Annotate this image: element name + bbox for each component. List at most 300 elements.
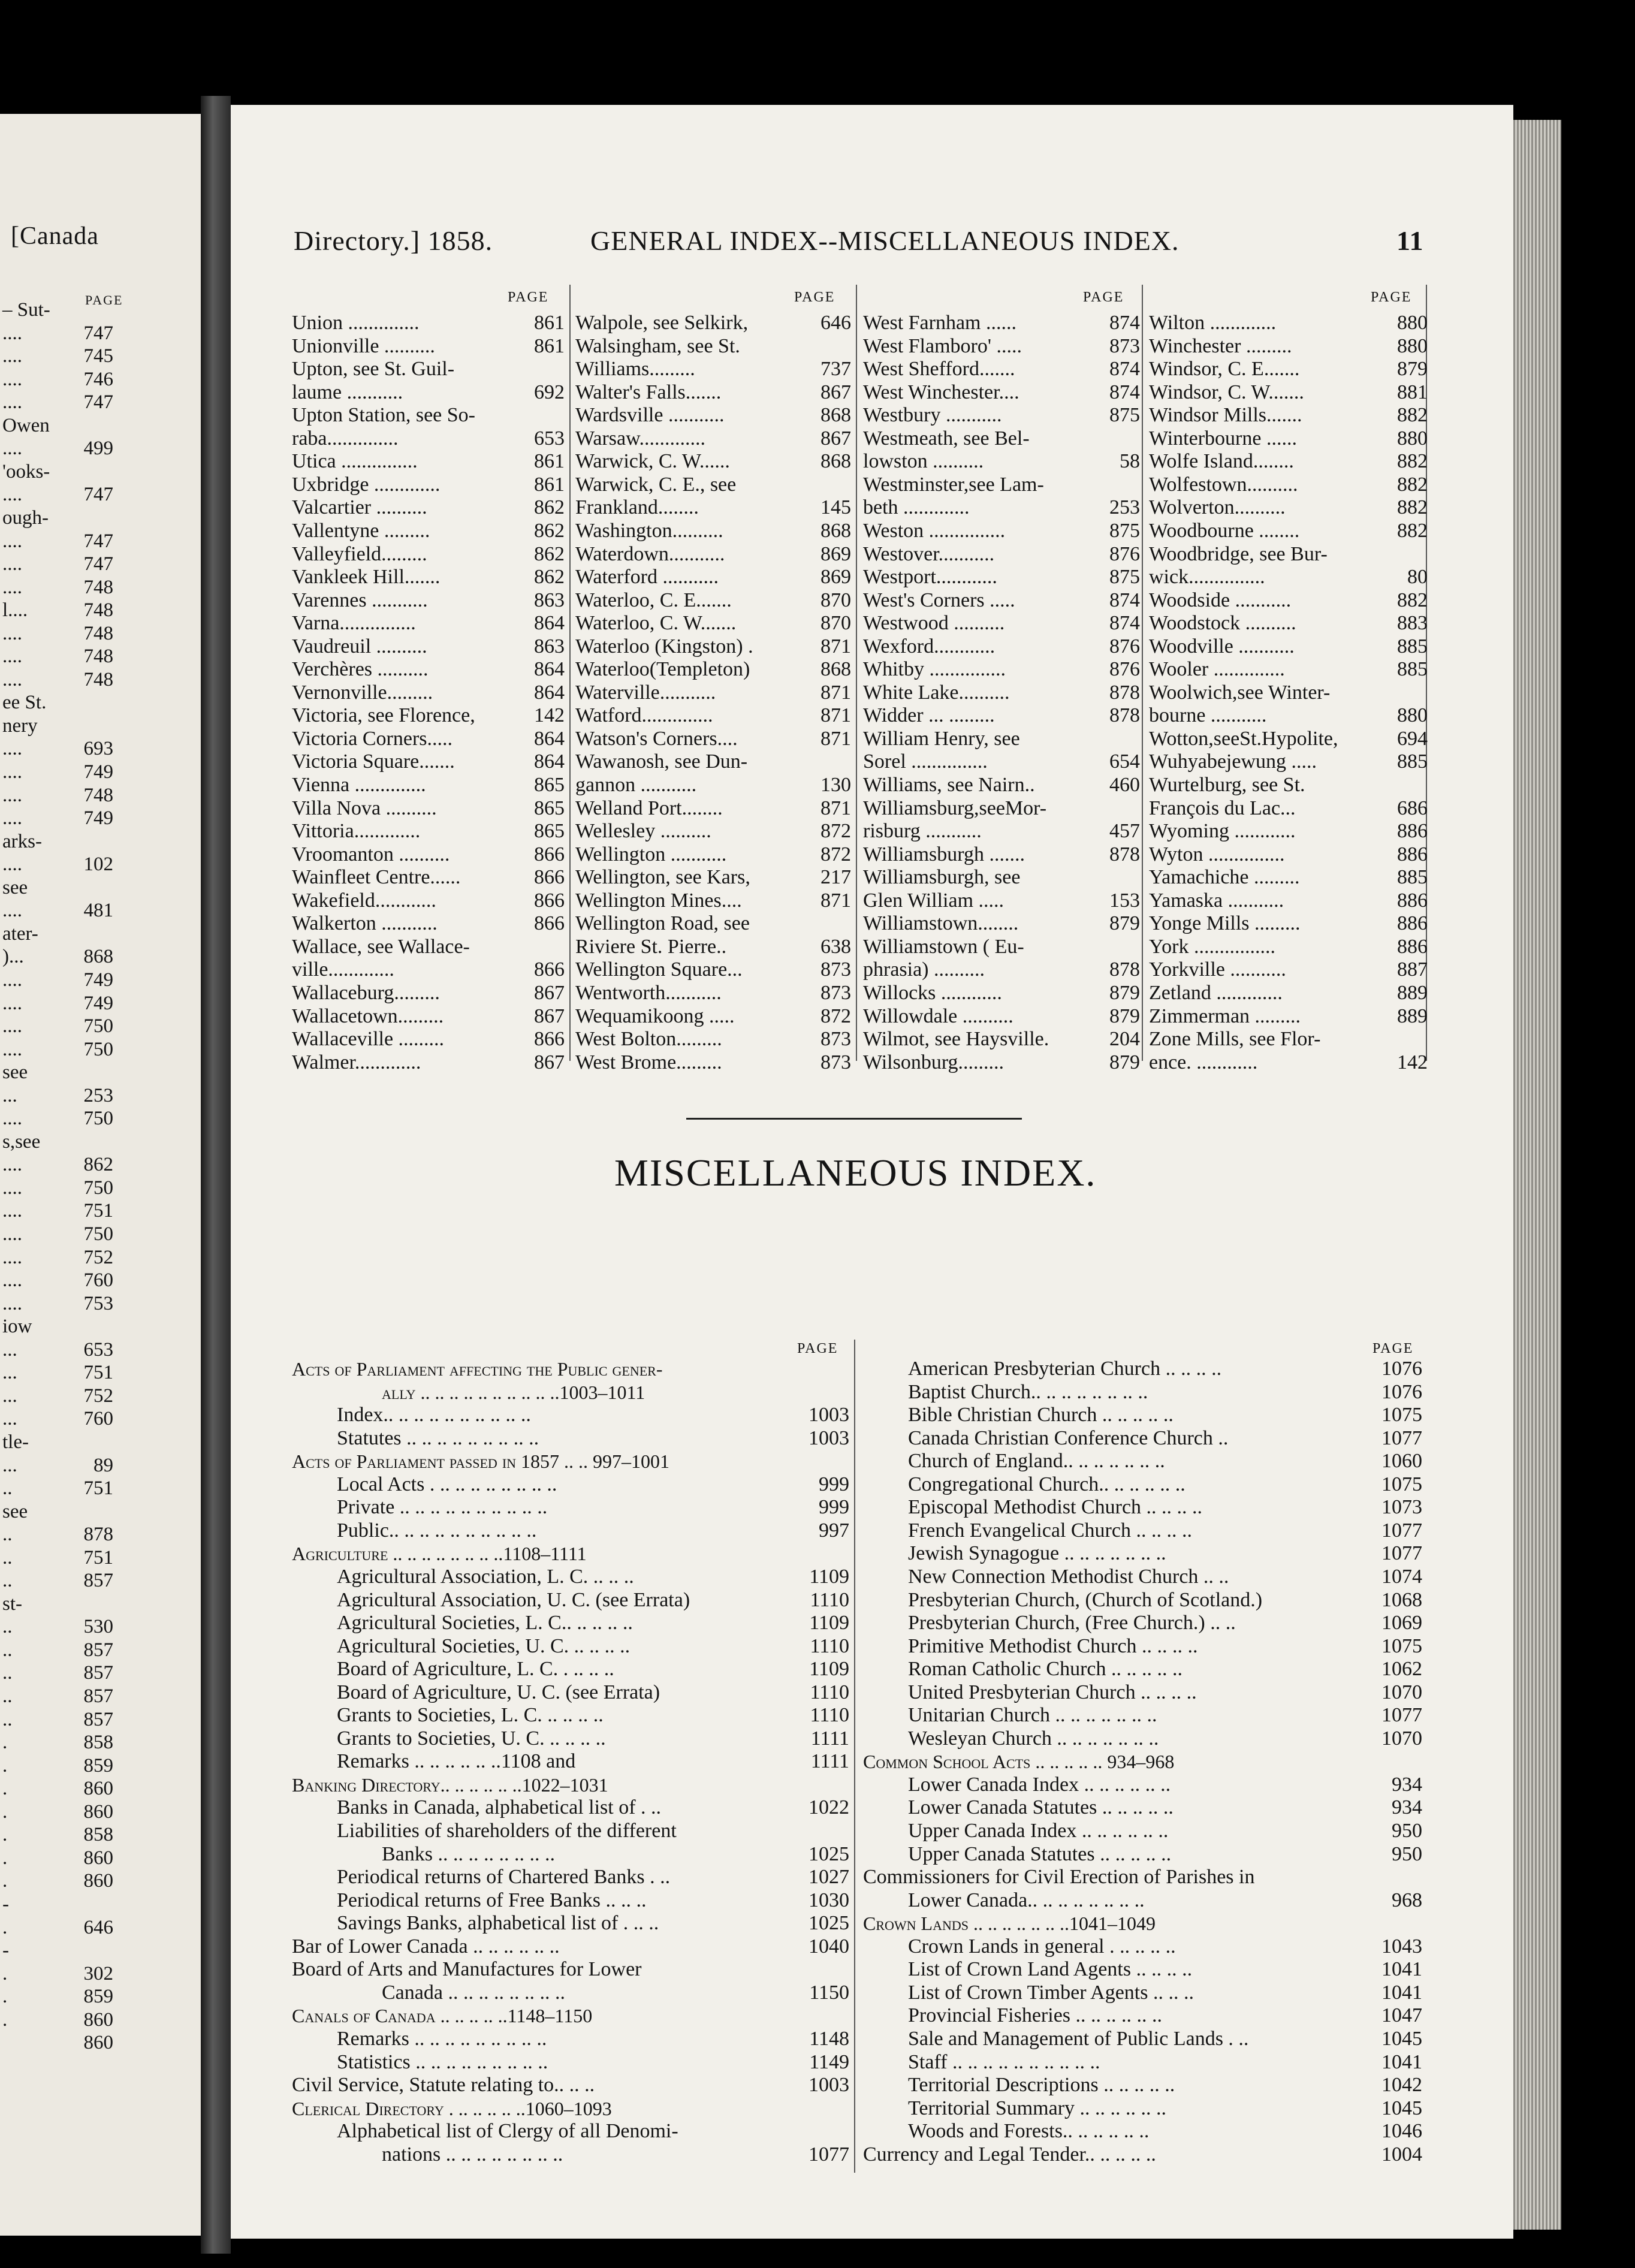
- index-entry-name: Vittoria.............: [292, 820, 421, 843]
- misc-index-entry-name: Common School Acts .. .. .. .. .. 934–968: [863, 1751, 1175, 1773]
- index-entry-name: Whitby ...............: [863, 658, 1006, 681]
- left-index-row: [2, 784, 113, 807]
- index-entry-page: 886: [1397, 843, 1428, 865]
- index-entry-page: 882: [1397, 404, 1428, 427]
- index-entry-name: Yonge Mills .........: [1149, 912, 1301, 935]
- index-entry-name: Westminster,see Lam-: [863, 473, 1044, 496]
- misc-index-entry: [908, 2028, 1422, 2051]
- left-index-entry: .: [2, 1754, 8, 1777]
- index-entry-name: Windsor, C. W.......: [1149, 381, 1304, 403]
- misc-index-entry-page: 950: [1392, 1820, 1422, 1842]
- index-entry-name: West Winchester....: [863, 381, 1019, 403]
- left-index-entry: ....: [2, 969, 22, 991]
- index-entry-page: 882: [1397, 450, 1428, 473]
- index-entry-name: Wolverton..........: [1149, 496, 1286, 519]
- misc-index-entry-name: Presbyterian Church, (Church of Scotland.): [908, 1588, 1263, 1611]
- misc-index-entry: [337, 1519, 849, 1543]
- index-entry-name: Vankleek Hill.......: [292, 566, 441, 589]
- misc-index-entry: [908, 1958, 1422, 1982]
- index-entry: [575, 589, 851, 613]
- index-entry-page: 869: [820, 566, 851, 589]
- misc-index-entry-page: 1150: [809, 1981, 849, 2004]
- index-entry: [1149, 1005, 1428, 1029]
- index-entry-name: Vernonville.........: [292, 681, 433, 704]
- misc-index-entry: [337, 1404, 849, 1427]
- index-entry: [1149, 450, 1428, 474]
- index-entry: [863, 358, 1140, 382]
- index-entry: [1149, 1051, 1428, 1075]
- left-index-page: 857: [83, 1662, 113, 1684]
- section-divider: [686, 1118, 1022, 1120]
- left-page-column-head: PAGE: [85, 292, 123, 307]
- misc-index-entry: [337, 1589, 849, 1612]
- misc-index-entry-page: 1045: [1381, 2097, 1422, 2119]
- index-entry-page: 880: [1397, 704, 1428, 727]
- left-index-row: [2, 414, 113, 438]
- misc-index-entry-name: Crown Lands in general . .. .. .. ..: [908, 1935, 1176, 1958]
- left-index-entry: ....: [2, 853, 22, 876]
- index-entry-name: Warsaw.............: [575, 427, 705, 450]
- index-entry: [1149, 589, 1428, 613]
- misc-index-entry: [908, 1473, 1422, 1497]
- index-entry: [575, 496, 851, 520]
- misc-index-entry-page: 1111: [810, 1750, 849, 1773]
- misc-index-entry-page: 1109: [809, 1658, 849, 1681]
- misc-index-entry-name: Lower Canada.. .. .. .. .. .. .. ..: [908, 1889, 1145, 1911]
- index-entry-page: 865: [534, 797, 565, 819]
- misc-index-entry-name: Territorial Descriptions .. .. .. .. ..: [908, 2074, 1175, 2097]
- index-entry: [292, 982, 565, 1006]
- index-entry-page: 881: [1397, 381, 1428, 403]
- misc-index-entry-page: 1075: [1381, 1473, 1422, 1495]
- left-index-entry: ....: [2, 1223, 22, 1245]
- index-entry: [575, 427, 851, 451]
- index-entry: [292, 566, 565, 590]
- left-index-row: [2, 322, 113, 345]
- index-entry-page: 646: [820, 312, 851, 334]
- left-index-row: [2, 599, 113, 622]
- left-index-page: 693: [83, 738, 113, 760]
- index-entry-name: Wooler ..............: [1149, 658, 1285, 681]
- index-entry-page: 864: [534, 750, 565, 773]
- index-entry-name: Williams.........: [575, 358, 695, 381]
- misc-index-entry: [337, 1750, 849, 1774]
- index-entry-name: Wilsonburg.........: [863, 1051, 1004, 1073]
- index-entry-page: 654: [1109, 750, 1140, 773]
- index-entry-page: 886: [1397, 820, 1428, 843]
- index-entry-page: 867: [534, 1051, 565, 1073]
- index-entry-page: 864: [534, 658, 565, 681]
- index-entry-name: phrasia) ..........: [863, 958, 985, 981]
- left-index-row: [2, 1454, 113, 1477]
- misc-index-entry-page: 968: [1392, 1889, 1422, 1911]
- misc-index-entry-page: 997: [819, 1519, 849, 1542]
- misc-index-entry-name: Primitive Methodist Church .. .. .. ..: [908, 1634, 1198, 1657]
- misc-index-entry-name: Remarks .. .. .. .. .. .. .. .. ..: [337, 2027, 547, 2050]
- index-entry-name: Zone Mills, see Flor-: [1149, 1028, 1321, 1051]
- index-entry-name: Winterbourne ......: [1149, 427, 1297, 450]
- left-index-row: [2, 969, 113, 992]
- misc-index-entry-name: Wesleyan Church .. .. .. .. .. .. ..: [908, 1727, 1159, 1750]
- misc-index-entry-name: List of Crown Timber Agents .. .. ..: [908, 1981, 1194, 2004]
- index-entry-name: Williamsburgh .......: [863, 843, 1025, 865]
- misc-index-entry-name: Civil Service, Statute relating to.. .. ..: [292, 2074, 595, 2097]
- index-entry-name: Wardsville ...........: [575, 404, 725, 427]
- index-entry-name: Washington..........: [575, 519, 723, 542]
- index-entry-page: 885: [1397, 750, 1428, 773]
- misc-index-entry-page: 1077: [1381, 1519, 1422, 1542]
- index-entry-page: 869: [820, 542, 851, 565]
- misc-index-entry: [863, 2143, 1422, 2167]
- index-entry-page: 153: [1109, 889, 1140, 912]
- left-index-entry: ....: [2, 761, 22, 783]
- misc-index-entry-name: Crown Lands .. .. .. .. .. .. ..1041–1049: [863, 1913, 1156, 1935]
- left-index-row: [2, 714, 113, 738]
- index-entry-name: Unionville ..........: [292, 334, 435, 357]
- index-entry: [863, 427, 1140, 451]
- left-index-entry: ..: [2, 1546, 13, 1569]
- index-entry-name: Woodside ...........: [1149, 589, 1292, 611]
- left-index-row: [2, 530, 113, 553]
- index-entry: [575, 1051, 851, 1075]
- index-entry: [863, 750, 1140, 774]
- misc-index-entry-page: 1076: [1381, 1380, 1422, 1403]
- index-entry-page: 862: [534, 496, 565, 519]
- page-column-label: PAGE: [1372, 1341, 1414, 1356]
- index-entry: [292, 728, 565, 752]
- misc-index-entry-name: Jewish Synagogue .. .. .. .. .. .. ..: [908, 1542, 1166, 1565]
- left-index-entry: )...: [2, 946, 24, 968]
- left-index-row: [2, 899, 113, 922]
- left-index-entry: ....: [2, 1292, 22, 1314]
- misc-index-entry-name: French Evangelical Church .. .. .. ..: [908, 1519, 1192, 1542]
- index-entry: [863, 936, 1140, 960]
- left-index-entry: ough-: [2, 506, 49, 529]
- misc-index-entry: [908, 1681, 1422, 1705]
- index-entry-page: 879: [1397, 358, 1428, 381]
- index-entry-page: 870: [820, 589, 851, 611]
- misc-index-entry: [337, 1796, 849, 1820]
- index-entry: [1149, 820, 1428, 844]
- index-entry: [292, 774, 565, 798]
- index-entry: [292, 496, 565, 520]
- left-index-row: [2, 1315, 113, 1338]
- index-entry-page: 871: [820, 727, 851, 750]
- left-index-entry: see: [2, 1500, 28, 1522]
- left-index-entry: see: [2, 876, 28, 898]
- misc-index-entry: [908, 1589, 1422, 1612]
- index-entry: [575, 612, 851, 636]
- index-entry-name: Walmer.............: [292, 1051, 421, 1073]
- misc-index-entry-page: 1043: [1381, 1935, 1422, 1958]
- index-entry: [292, 635, 565, 659]
- misc-index-entry-page: 1070: [1381, 1681, 1422, 1703]
- index-entry-page: 872: [820, 820, 851, 843]
- left-index-entry: 'ooks-: [2, 460, 50, 482]
- misc-index-entry: [908, 1450, 1422, 1473]
- index-entry: [1149, 335, 1428, 359]
- index-entry: [863, 381, 1140, 405]
- misc-index-entry: [908, 1381, 1422, 1404]
- misc-index-entry: [908, 1935, 1422, 1959]
- index-entry: [292, 450, 565, 474]
- left-index-row: [2, 1569, 113, 1593]
- left-index-entry: .: [2, 1847, 8, 1869]
- index-entry-name: Windsor, C. E.......: [1149, 358, 1300, 381]
- misc-index-entry-name: Board of Agriculture, L. C. . .. .. ..: [337, 1658, 614, 1681]
- left-index-page: 646: [83, 1916, 113, 1938]
- index-entry-name: Wellington ...........: [575, 843, 727, 865]
- left-index-row: [2, 2008, 113, 2032]
- misc-index-entry-name: Agricultural Association, U. C. (see Errata): [337, 1588, 690, 1611]
- index-entry-name: Woodstock ..........: [1149, 612, 1296, 635]
- misc-index-entry: [863, 1912, 1422, 1936]
- index-entry-page: 867: [534, 981, 565, 1004]
- index-entry-name: Verchères ..........: [292, 658, 429, 681]
- misc-index-entry-page: 1041: [1381, 2050, 1422, 2073]
- index-entry-name: Wainfleet Centre......: [292, 866, 461, 889]
- index-entry-name: ville.............: [292, 958, 394, 981]
- left-index-entry: ....: [2, 1246, 22, 1268]
- left-index-entry: ....: [2, 1200, 22, 1222]
- misc-index-entry-name: Statutes .. .. .. .. .. .. .. .. ..: [337, 1426, 539, 1449]
- left-index-entry: .: [2, 1916, 8, 1938]
- misc-index-entry-name: Agricultural Societies, U. C. .. .. .. ..: [337, 1634, 631, 1657]
- index-entry-name: Woodbridge, see Bur-: [1149, 542, 1328, 565]
- index-entry-name: Wolfestown..........: [1149, 473, 1298, 496]
- index-entry-page: 862: [534, 566, 565, 589]
- index-entry-page: 868: [820, 519, 851, 542]
- misc-index-entry: [337, 1912, 849, 1935]
- misc-index-entry-page: 1027: [809, 1866, 849, 1889]
- left-index-entry: .: [2, 1824, 8, 1846]
- index-entry-page: 878: [1109, 681, 1140, 704]
- misc-index-entry: [908, 2051, 1422, 2074]
- page-column-label: PAGE: [1371, 289, 1412, 305]
- index-entry: [575, 473, 851, 497]
- left-index-row: [2, 1107, 113, 1130]
- index-entry-page: 875: [1109, 566, 1140, 589]
- left-index-entry: ....: [2, 622, 22, 644]
- misc-index-entry-name: List of Crown Land Agents .. .. .. ..: [908, 1958, 1193, 1981]
- index-entry: [292, 866, 565, 890]
- index-entry-page: 867: [534, 1005, 565, 1027]
- misc-index-entry: [908, 2097, 1422, 2121]
- index-entry: [863, 496, 1140, 520]
- index-entry-page: 873: [820, 1051, 851, 1073]
- misc-index-entry: [908, 1658, 1422, 1681]
- left-index-page: 760: [83, 1408, 113, 1430]
- left-index-row: [2, 761, 113, 784]
- left-index-row: [2, 1754, 113, 1778]
- index-entry-name: Frankland........: [575, 496, 699, 519]
- index-entry-page: 882: [1397, 589, 1428, 611]
- misc-index-entry-name: Commissioners for Civil Erection of Parishes in: [863, 1866, 1255, 1889]
- index-entry: [575, 1028, 851, 1052]
- index-entry-name: Wolfe Island........: [1149, 450, 1294, 473]
- index-entry: [575, 889, 851, 913]
- index-entry-page: 886: [1397, 935, 1428, 958]
- misc-index-entry: [863, 1750, 1422, 1774]
- left-index-page: 857: [83, 1639, 113, 1661]
- left-index-page: 499: [83, 438, 113, 460]
- index-entry-name: Wuhyabejewung .....: [1149, 750, 1317, 773]
- misc-index-entry-name: New Connection Methodist Church .. ..: [908, 1565, 1229, 1588]
- index-entry: [863, 982, 1140, 1006]
- misc-index-entry-name: Provincial Fisheries .. .. .. .. .. ..: [908, 2004, 1163, 2027]
- index-entry-name: Wellington Mines....: [575, 889, 742, 912]
- misc-index-entry-page: 999: [819, 1473, 849, 1495]
- column-rule: [1142, 285, 1143, 1061]
- left-index-page: 747: [83, 553, 113, 575]
- misc-index-entry-name: Lower Canada Statutes .. .. .. .. ..: [908, 1796, 1174, 1819]
- left-index-row: [2, 1246, 113, 1269]
- index-entry: [575, 820, 851, 844]
- misc-index-entry-page: 1077: [809, 2143, 849, 2166]
- left-index-row: [2, 668, 113, 692]
- misc-index-entry-name: nations .. .. .. .. .. .. .. ..: [382, 2143, 563, 2166]
- index-entry-page: 885: [1397, 658, 1428, 681]
- misc-index-entry-page: 1110: [810, 1681, 849, 1703]
- left-index-page: 878: [83, 1524, 113, 1546]
- left-index-entry: -: [2, 1893, 9, 1915]
- index-entry-page: 872: [820, 1005, 851, 1027]
- index-entry-name: Wawanosh, see Dun-: [575, 750, 748, 773]
- misc-index-entry: [908, 1404, 1422, 1427]
- index-entry: [863, 658, 1140, 682]
- left-index-entry: iow: [2, 1316, 32, 1338]
- index-entry: [575, 704, 851, 728]
- header-page-number: 11: [1396, 225, 1424, 256]
- left-index-entry: ....: [2, 345, 22, 367]
- misc-index-entry: [337, 2120, 849, 2143]
- index-entry-name: Watford..............: [575, 704, 713, 727]
- left-index-page: 747: [83, 391, 113, 414]
- index-entry-name: Waterville...........: [575, 681, 716, 704]
- index-entry-name: Wexford............: [863, 635, 996, 658]
- left-index-row: [2, 645, 113, 668]
- misc-index-entry: [908, 1542, 1422, 1566]
- misc-index-entry-name: Public.. .. .. .. .. .. .. .. .. ..: [337, 1519, 537, 1542]
- index-entry-name: Victoria, see Florence,: [292, 704, 475, 727]
- misc-index-entry-name: Canals of Canada .. .. .. .. ..1148–1150: [292, 2005, 593, 2027]
- left-index-entry: see: [2, 1061, 28, 1084]
- index-entry: [292, 427, 565, 451]
- left-index-row: [2, 1939, 113, 1962]
- misc-index-entry: [382, 1982, 849, 2005]
- header-title: GENERAL INDEX--MISCELLANEOUS INDEX.: [590, 225, 1180, 256]
- index-entry-name: Wellington, see Kars,: [575, 866, 750, 889]
- left-index-entry: ....: [2, 900, 22, 922]
- misc-index-entry-name: Lower Canada Index .. .. .. .. .. ..: [908, 1773, 1171, 1796]
- left-index-page: 253: [83, 1084, 113, 1106]
- index-entry: [575, 635, 851, 659]
- misc-index-entry-page: 1110: [810, 1634, 849, 1657]
- left-index-row: [2, 1477, 113, 1500]
- misc-index-entry: [337, 1658, 849, 1681]
- index-entry: [292, 889, 565, 913]
- index-entry: [292, 335, 565, 359]
- index-entry-name: Westport............: [863, 566, 997, 589]
- index-entry: [1149, 1028, 1428, 1052]
- left-index-row: [2, 1593, 113, 1616]
- index-entry-name: Wyoming ............: [1149, 820, 1296, 843]
- index-entry-page: 460: [1109, 774, 1140, 796]
- index-entry-page: 692: [534, 381, 565, 403]
- left-index-row: [2, 830, 113, 853]
- misc-index-entry-page: 1046: [1381, 2120, 1422, 2143]
- index-entry-name: Waterloo (Kingston) .: [575, 635, 753, 658]
- index-entry-name: Waterloo(Templeton): [575, 658, 750, 681]
- index-entry-name: lowston ..........: [863, 450, 984, 473]
- index-entry-name: Walter's Falls.......: [575, 381, 722, 403]
- left-index-entry: ....: [2, 322, 22, 344]
- misc-index-entry: [382, 1381, 849, 1405]
- left-index-entry: st-: [2, 1593, 22, 1615]
- index-entry: [1149, 658, 1428, 682]
- misc-index-entry-name: Unitarian Church .. .. .. .. .. .. ..: [908, 1704, 1157, 1727]
- index-entry-name: Villa Nova ..........: [292, 797, 437, 819]
- left-index-row: [2, 1661, 113, 1685]
- left-index-row: [2, 1893, 113, 1916]
- index-entry: [863, 612, 1140, 636]
- misc-index-entry-name: Grants to Societies, L. C. .. .. .. ..: [337, 1704, 604, 1727]
- misc-index-entry: [908, 1566, 1422, 1589]
- index-entry: [292, 520, 565, 544]
- index-entry-name: Upton, see St. Guil-: [292, 358, 455, 381]
- misc-index-entry: [337, 1566, 849, 1589]
- misc-index-entry-page: 1070: [1381, 1727, 1422, 1750]
- index-entry-page: 873: [820, 958, 851, 981]
- left-index-row: [2, 737, 113, 761]
- left-index-page: 750: [83, 1177, 113, 1199]
- misc-index-entry-name: Territorial Summary .. .. .. .. .. ..: [908, 2097, 1167, 2119]
- index-entry-page: 868: [820, 658, 851, 681]
- misc-index-entry-name: Remarks .. .. .. .. .. ..1108 and: [337, 1750, 576, 1773]
- index-entry: [292, 958, 565, 982]
- index-entry-name: Wilton .............: [1149, 312, 1277, 334]
- left-index-entry: ....: [2, 668, 22, 690]
- index-entry: [292, 936, 565, 960]
- left-index-page: 750: [83, 1223, 113, 1245]
- left-index-page: 751: [83, 1477, 113, 1500]
- misc-index-entry-page: 1109: [809, 1565, 849, 1588]
- index-entry: [575, 312, 851, 336]
- index-entry-name: West Bolton.........: [575, 1028, 722, 1051]
- index-entry: [292, 543, 565, 567]
- left-index-row: [2, 1685, 113, 1708]
- index-entry-page: 253: [1109, 496, 1140, 519]
- misc-index-entry-name: Periodical returns of Chartered Banks . ..: [337, 1866, 671, 1889]
- left-index-row: [2, 460, 113, 484]
- left-index-page: 749: [83, 969, 113, 991]
- misc-index-entry-page: 1077: [1381, 1542, 1422, 1565]
- misc-index-entry: [908, 1820, 1422, 1843]
- index-entry-name: Willowdale ..........: [863, 1005, 1013, 1027]
- index-entry-name: Yamachiche .........: [1149, 866, 1300, 889]
- left-index-page: 746: [83, 368, 113, 390]
- misc-index-entry-name: Agricultural Societies, L. C.. .. .. .. ..: [337, 1612, 633, 1634]
- left-index-row: [2, 553, 113, 576]
- index-entry: [1149, 566, 1428, 590]
- index-entry-name: Walpole, see Selkirk,: [575, 312, 749, 334]
- index-entry-name: William Henry, see: [863, 727, 1020, 750]
- left-index-row: [2, 992, 113, 1015]
- page-column-label: PAGE: [797, 1341, 838, 1356]
- left-index-entry: ..: [2, 1708, 13, 1730]
- misc-index-title: MISCELLANEOUS INDEX.: [614, 1151, 1097, 1194]
- left-index-entry: ....: [2, 576, 22, 598]
